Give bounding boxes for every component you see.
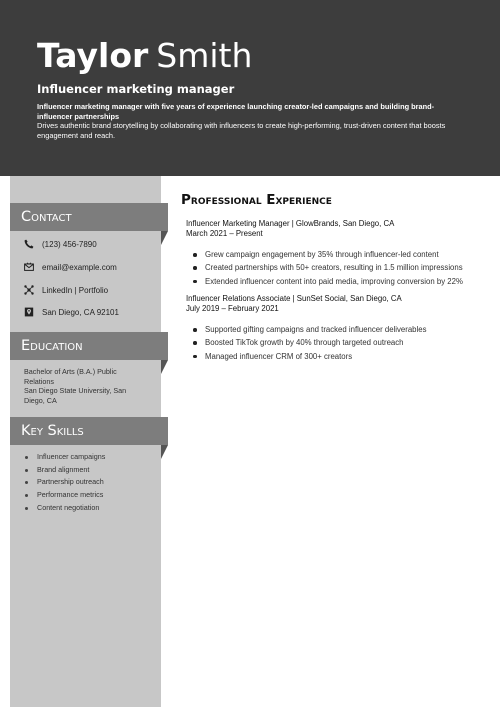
list-item: Supported gifting campaigns and tracked influencer deliverables <box>186 323 486 336</box>
phone-icon <box>24 239 34 249</box>
list-item: Created partnerships with 50+ creators, resulting in 1.5 million impressions <box>186 261 486 274</box>
last-name: Smith <box>156 36 253 75</box>
job-bullets <box>186 248 486 288</box>
contact-heading-band <box>10 203 168 231</box>
contact-heading: Contact <box>21 209 72 225</box>
summary-body: Drives authentic brand storytelling by collaborating with influencers to create high-performing, trust-driven content that boosts engagement and reach. <box>37 121 446 140</box>
job-dates: March 2021 – Present <box>186 229 263 238</box>
candidate-name <box>37 34 252 78</box>
job-bullets <box>186 323 486 363</box>
email-text: email@example.com <box>42 262 117 272</box>
skills-heading-band <box>10 417 168 445</box>
phone-text: (123) 456-7890 <box>42 239 97 249</box>
list-item: Performance metrics <box>24 489 154 502</box>
resume-header <box>0 0 500 176</box>
contact-band-tab <box>161 231 168 245</box>
headline: Influencer marketing manager <box>37 82 235 96</box>
contact-links <box>24 283 108 297</box>
education-school: San Diego State University, San Diego, CA <box>24 386 127 405</box>
links-text: LinkedIn | Portfolio <box>42 285 109 295</box>
job-entry-2 <box>186 294 486 363</box>
list-item: Influencer campaigns <box>24 451 154 464</box>
list-item: Grew campaign engagement by 35% through influencer-led content <box>186 248 486 261</box>
education-degree: Bachelor of Arts (B.A.) Public Relations <box>24 367 117 386</box>
list-item: Managed influencer CRM of 300+ creators <box>186 350 486 363</box>
email-icon <box>24 262 34 272</box>
list-item: Boosted TikTok growth by 40% through targeted outreach <box>186 336 486 349</box>
job-title: Influencer Relations Associate | SunSet Social, San Diego, CA <box>186 294 402 303</box>
job-dates: July 2019 – February 2021 <box>186 304 279 313</box>
education-entry <box>24 367 142 405</box>
location-text: San Diego, CA 92101 <box>42 307 119 317</box>
contact-phone <box>24 237 97 251</box>
list-item: Extended influencer content into paid media, improving conversion by 22% <box>186 275 486 288</box>
summary-lead: Influencer marketing manager with five years of experience launching creator-led campaigns and building brand-influencer partnerships <box>37 102 435 121</box>
list-item: Brand alignment <box>24 464 154 477</box>
skills-heading: Key Skills <box>21 423 84 439</box>
network-icon <box>24 285 34 295</box>
education-heading: Education <box>21 338 83 354</box>
list-item: Content negotiation <box>24 502 154 515</box>
job-entry-1 <box>186 219 486 288</box>
experience-heading: Professional Experience <box>181 192 332 208</box>
list-item: Partnership outreach <box>24 476 154 489</box>
first-name: Taylor <box>37 36 149 75</box>
contact-location <box>24 305 119 319</box>
job-title: Influencer Marketing Manager | GlowBrands, San Diego, CA <box>186 219 395 228</box>
skills-band-tab <box>161 445 168 459</box>
education-band-tab <box>161 360 168 374</box>
location-icon <box>24 307 34 317</box>
education-heading-band <box>10 332 168 360</box>
skills-list <box>24 451 154 515</box>
contact-email <box>24 260 117 274</box>
